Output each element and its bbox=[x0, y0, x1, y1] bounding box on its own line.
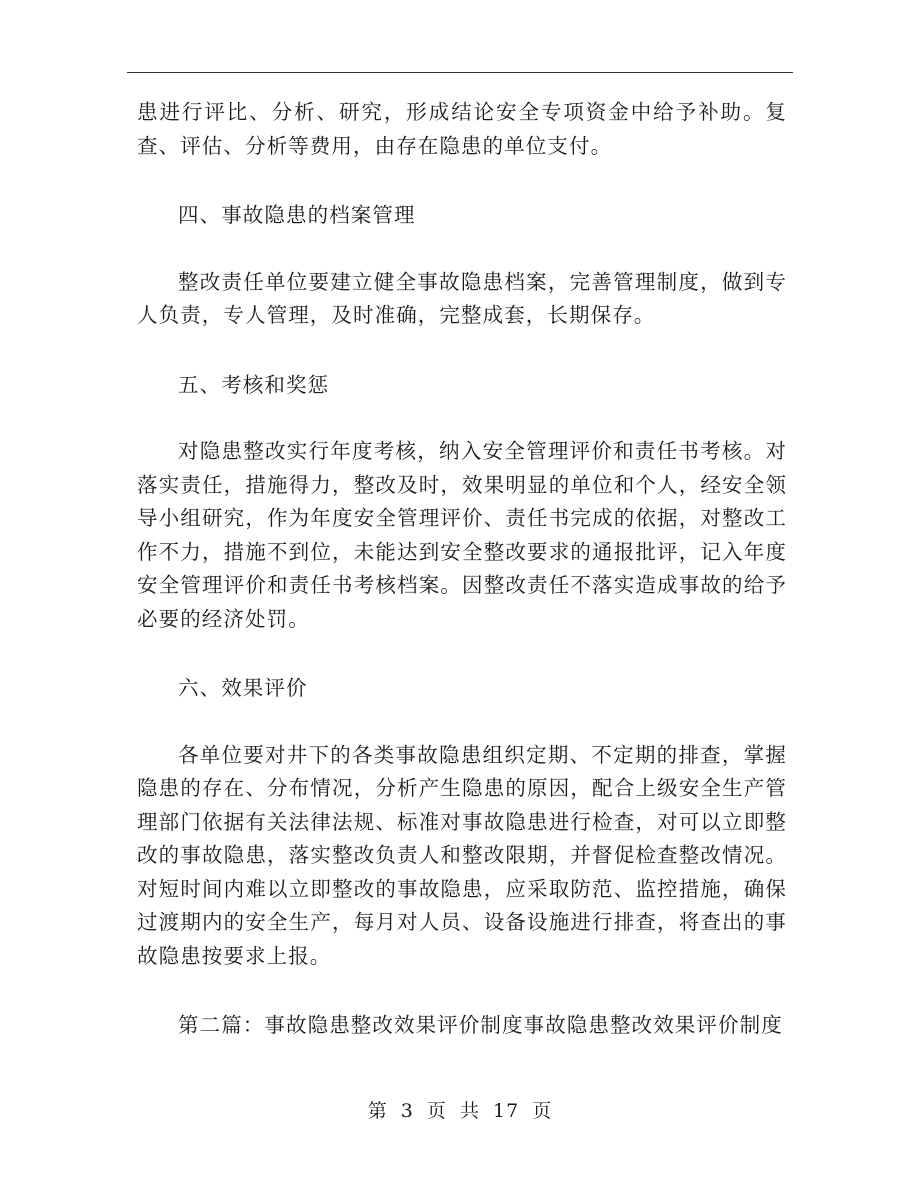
paragraph-evaluation: 各单位要对井下的各类事故隐患组织定期、不定期的排查，掌握隐患的存在、分布情况，分析产生隐患的原因，配合上级安全生产管理部门依据有关法律法规、标准对事故隐患进行检查，对可以立即整改的事故隐患，落实整改负责人和整改限期，并督促检查整改情况。对短时间内难以立即整改的事故隐患，应采取防范、监控措施，确保过渡期内的安全生产，每月对人员、设备设施进行排查，将查出的事故隐患按要求上报。 bbox=[137, 742, 787, 968]
section-heading-evaluation: 六、效果评价 bbox=[178, 676, 308, 700]
page-number: 第 3 页 共 17 页 bbox=[367, 1100, 553, 1122]
part-two-title: 第二篇：事故隐患整改效果评价制度事故隐患整改效果评价制度 bbox=[178, 1013, 783, 1037]
paragraph-archive: 整改责任单位要建立健全事故隐患档案，完善管理制度，做到专人负责，专人管理，及时准确，完整成套，长期保存。 bbox=[137, 269, 787, 327]
section-heading-assessment: 五、考核和奖惩 bbox=[178, 372, 330, 397]
section-heading-archive: 四、事故隐患的档案管理 bbox=[178, 203, 416, 227]
header-rule bbox=[127, 72, 793, 73]
document-body bbox=[137, 96, 787, 1043]
paragraph-assessment: 对隐患整改实行年度考核，纳入安全管理评价和责任书考核。对落实责任，措施得力，整改及时，效果明显的单位和个人，经安全领导小组研究，作为年度安全管理评价、责任书完成的依据，对整改工作不力，措施不到位，未能达到安全整改要求的通报批评，记入年度安全管理评价和责任书考核档案。因整改责任不落实造成事故的给予必要的经济处罚。 bbox=[137, 439, 787, 631]
paragraph-continuation: 患进行评比、分析、研究，形成结论安全专项资金中给予补助。复查、评估、分析等费用，由存在隐患的单位支付。 bbox=[137, 100, 787, 158]
